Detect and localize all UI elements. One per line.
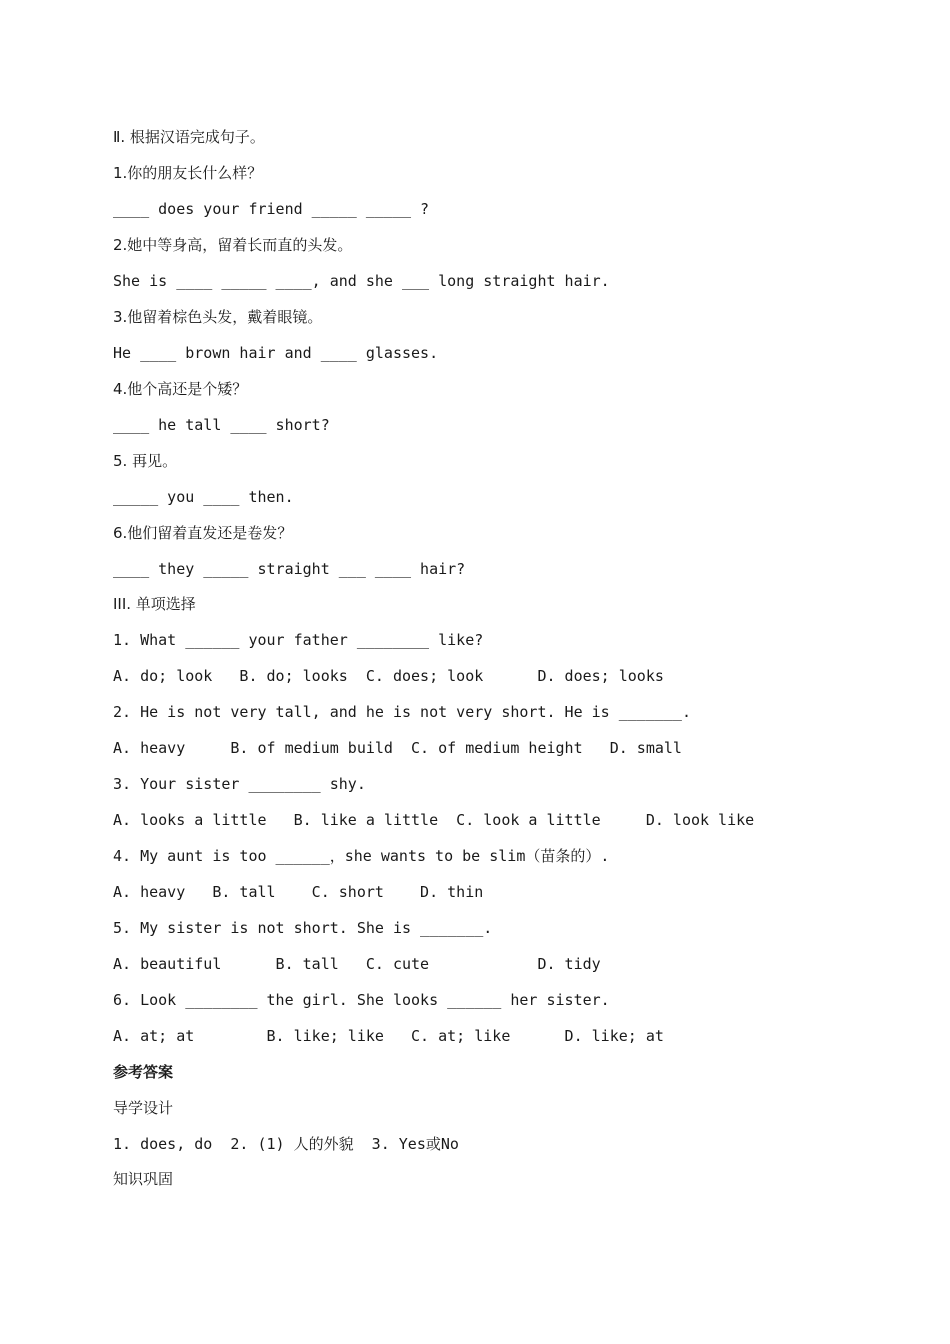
translation-item-2-english: She is ____ _____ ____, and she ___ long straight hair.	[113, 272, 610, 290]
answers-heading: 参考答案	[113, 1063, 174, 1081]
translation-item-6-chinese: 6.他们留着直发还是卷发？	[113, 524, 293, 542]
choice-question-1: 1. What ______ your father ________ like?	[113, 631, 484, 649]
translation-item-1-chinese: 1.你的朋友长什么样？	[113, 164, 263, 182]
section-3-heading: III. 单项选择	[113, 595, 196, 613]
choice-question-5: 5. My sister is not short. She is _______.	[113, 919, 493, 937]
answers-subheading-consolidation: 知识巩固	[113, 1170, 174, 1188]
translation-item-4-english: ____ he tall ____ short?	[113, 416, 330, 434]
choice-question-2: 2. He is not very tall, and he is not very short. He is _______.	[113, 703, 691, 721]
translation-item-5-english: _____ you ____ then.	[113, 488, 294, 506]
translation-item-5-chinese: 5. 再见。	[113, 452, 178, 470]
translation-item-3-chinese: 3.他留着棕色头发，戴着眼镜。	[113, 308, 323, 326]
choice-options-4: A. heavy B. tall C. short D. thin	[113, 883, 484, 901]
translation-item-6-english: ____ they _____ straight ___ ____ hair?	[113, 560, 466, 578]
translation-item-3-english: He ____ brown hair and ____ glasses.	[113, 344, 439, 362]
answers-line-1: 1. does, do 2. (1) 人的外貌 3. Yes或No	[113, 1135, 459, 1153]
translation-item-1-english: ____ does your friend _____ _____ ?	[113, 200, 430, 218]
section-2-heading: Ⅱ. 根据汉语完成句子。	[113, 128, 265, 146]
answers-subheading-guided-design: 导学设计	[113, 1099, 174, 1117]
choice-options-2: A. heavy B. of medium build C. of medium height D. small	[113, 739, 682, 757]
choice-options-3: A. looks a little B. like a little C. look a little D. look like	[113, 811, 755, 829]
translation-item-2-chinese: 2.她中等身高，留着长而直的头发。	[113, 236, 353, 254]
choice-options-1: A. do; look B. do; looks C. does; look D. does; looks	[113, 667, 664, 685]
choice-question-3: 3. Your sister ________ shy.	[113, 775, 366, 793]
choice-question-6: 6. Look ________ the girl. She looks ______ her sister.	[113, 991, 610, 1009]
translation-item-4-chinese: 4.他个高还是个矮？	[113, 380, 248, 398]
choice-options-5: A. beautiful B. tall C. cute D. tidy	[113, 955, 601, 973]
choice-options-6: A. at; at B. like; like C. at; like D. like; at	[113, 1027, 664, 1045]
choice-question-4: 4. My aunt is too ______，she wants to be slim（苗条的）.	[113, 847, 610, 865]
